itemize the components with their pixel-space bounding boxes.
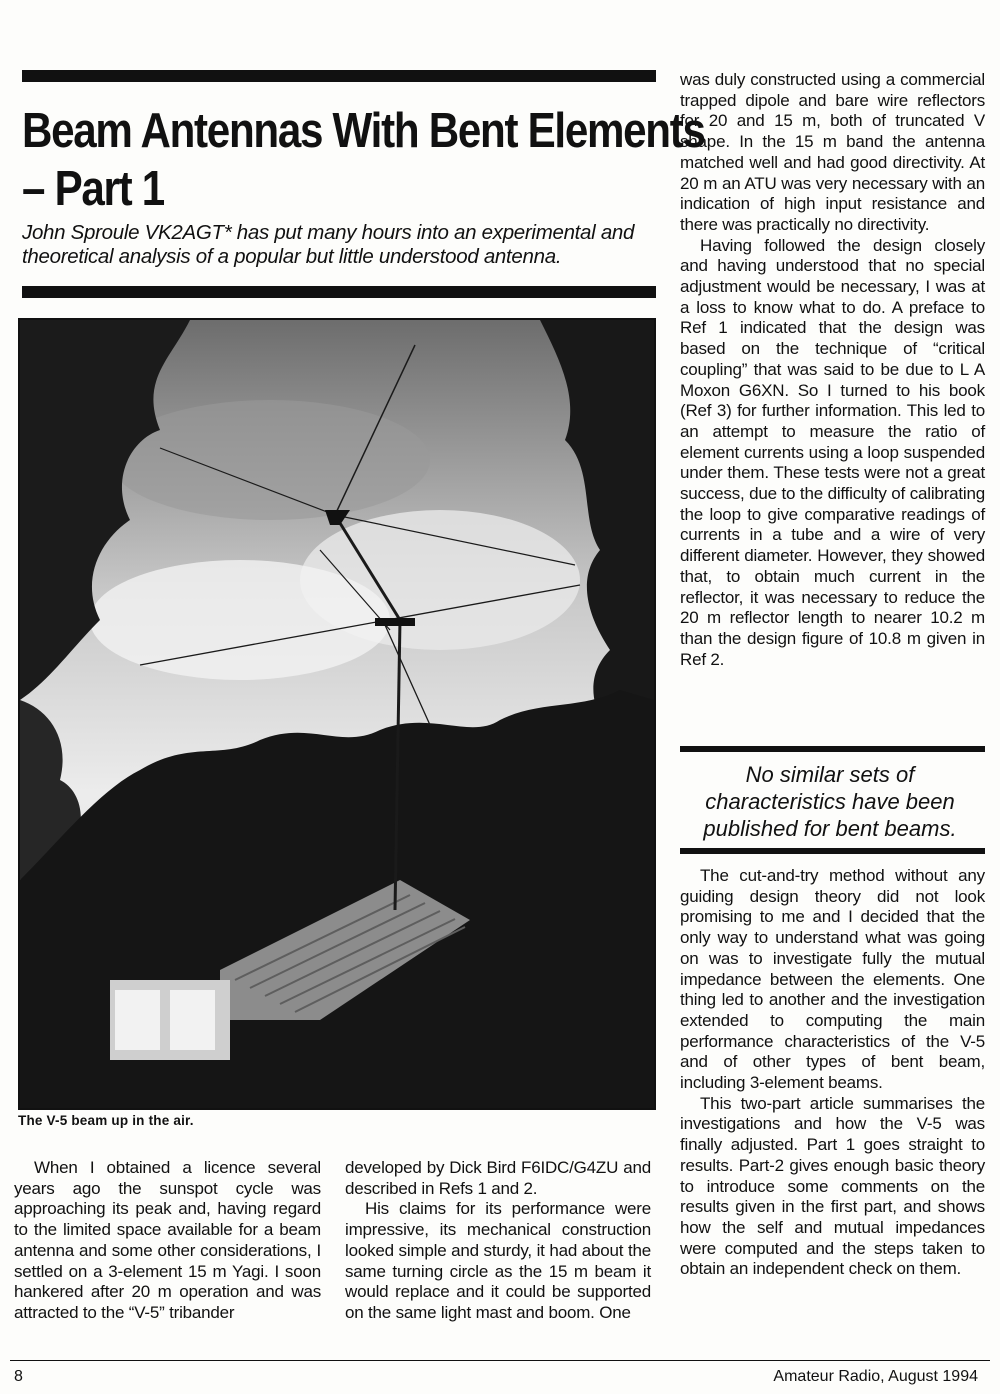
article-title-line1: Beam Antennas With Bent Elements (22, 104, 705, 158)
article-subtitle: John Sproule VK2AGT* has put many hours into an experimental and theoretical analysis of a popular but little understood antenna. (22, 221, 635, 268)
antenna-photo (18, 318, 656, 1110)
subtitle-bottom-rule (22, 286, 656, 298)
antenna-photo-illustration (20, 320, 654, 1108)
title-top-rule (22, 70, 656, 82)
column-2-paragraph-2: His claims for its performance were impressive, its mechanical construction looked simple and sturdy, it had about the same turning circle as the 15 m beam it would replace and it could be supported on the same light mast and boom. One (345, 1199, 651, 1322)
photo-caption: The V-5 beam up in the air. (18, 1113, 194, 1128)
column-1-paragraph-1: When I obtained a licence several years ago the sunspot cycle was approaching its peak and, having regard to the limited space available for a beam antenna and some other considerations, I settled on a 3-element 15 m Yagi. I soon hankered after 20 m operation and was attracted to the “V-5” tribander (14, 1158, 321, 1322)
publication-info: Amateur Radio, August 1994 (773, 1368, 978, 1385)
column-3-paragraph-3: The cut-and-try method without any guiding design theory did not look promising to me and I decided that the only way to understand what was going on was to investigate fully the mutual impedance between the elements. One thing led to another and the investigation extended to computing the main performance characteristics of the V-5 and of other types of bent beam, including 3-element beams. (680, 866, 985, 1093)
page-number: 8 (14, 1368, 23, 1385)
pullquote-bottom-rule (680, 848, 985, 854)
column-3-paragraph-2: Having followed the design closely and having understood that no special adjustment would be necessary, I was at a loss to know what to do. A preface to Ref 1 indicated that the design was based on the technique of “critical coupling” that was said to be due to L A Moxon G6XN. So I turned to his book (Ref 3) for further information. This led to an attempt to measure the ratio of element currents using a loop suspended under them. These tests were not a great success, due to the difficulty of calibrating the loop to give comparative readings of currents in a tube and a wire of very different diameter. However, they showed that, to obtain much current in the reflector, it was necessary to reduce the 20 m reflector length to nearer 10.2 m than the design figure of 10.8 m given in Ref 2. (680, 235, 985, 669)
column-3-paragraph-1: was duly constructed using a commercial trapped dipole and bare wire reflectors for 20 and 15 m, both of truncated V shape. In the 15 m band the antenna matched well and had good directivity. At 20 m an ATU was very necessary with an indication of high input resistance and there was practically no directivity. (680, 70, 985, 234)
column-3-paragraph-4: This two-part article summarises the investigations and how the V-5 was finally adjusted. Part 1 goes straight to results. Part-2 gives enough basic theory to introduce some comments on the results given in the first part, and shows how the self and mutual impedances were computed and the steps taken to obtain an independent check on them. (680, 1093, 985, 1279)
column-2 (345, 1158, 651, 1324)
column-1 (14, 1158, 321, 1324)
article-title-line2: – Part 1 (22, 162, 164, 216)
article-title (22, 102, 705, 218)
pull-quote: No similar sets of characteristics have been published for bent beams. (703, 762, 957, 841)
pullquote-top-rule (680, 746, 985, 752)
column-2-paragraph-1: developed by Dick Bird F6IDC/G4ZU and described in Refs 1 and 2. (345, 1158, 651, 1198)
column-3-upper (680, 70, 985, 670)
column-3-lower (680, 866, 985, 1280)
footer-rule (10, 1360, 990, 1361)
